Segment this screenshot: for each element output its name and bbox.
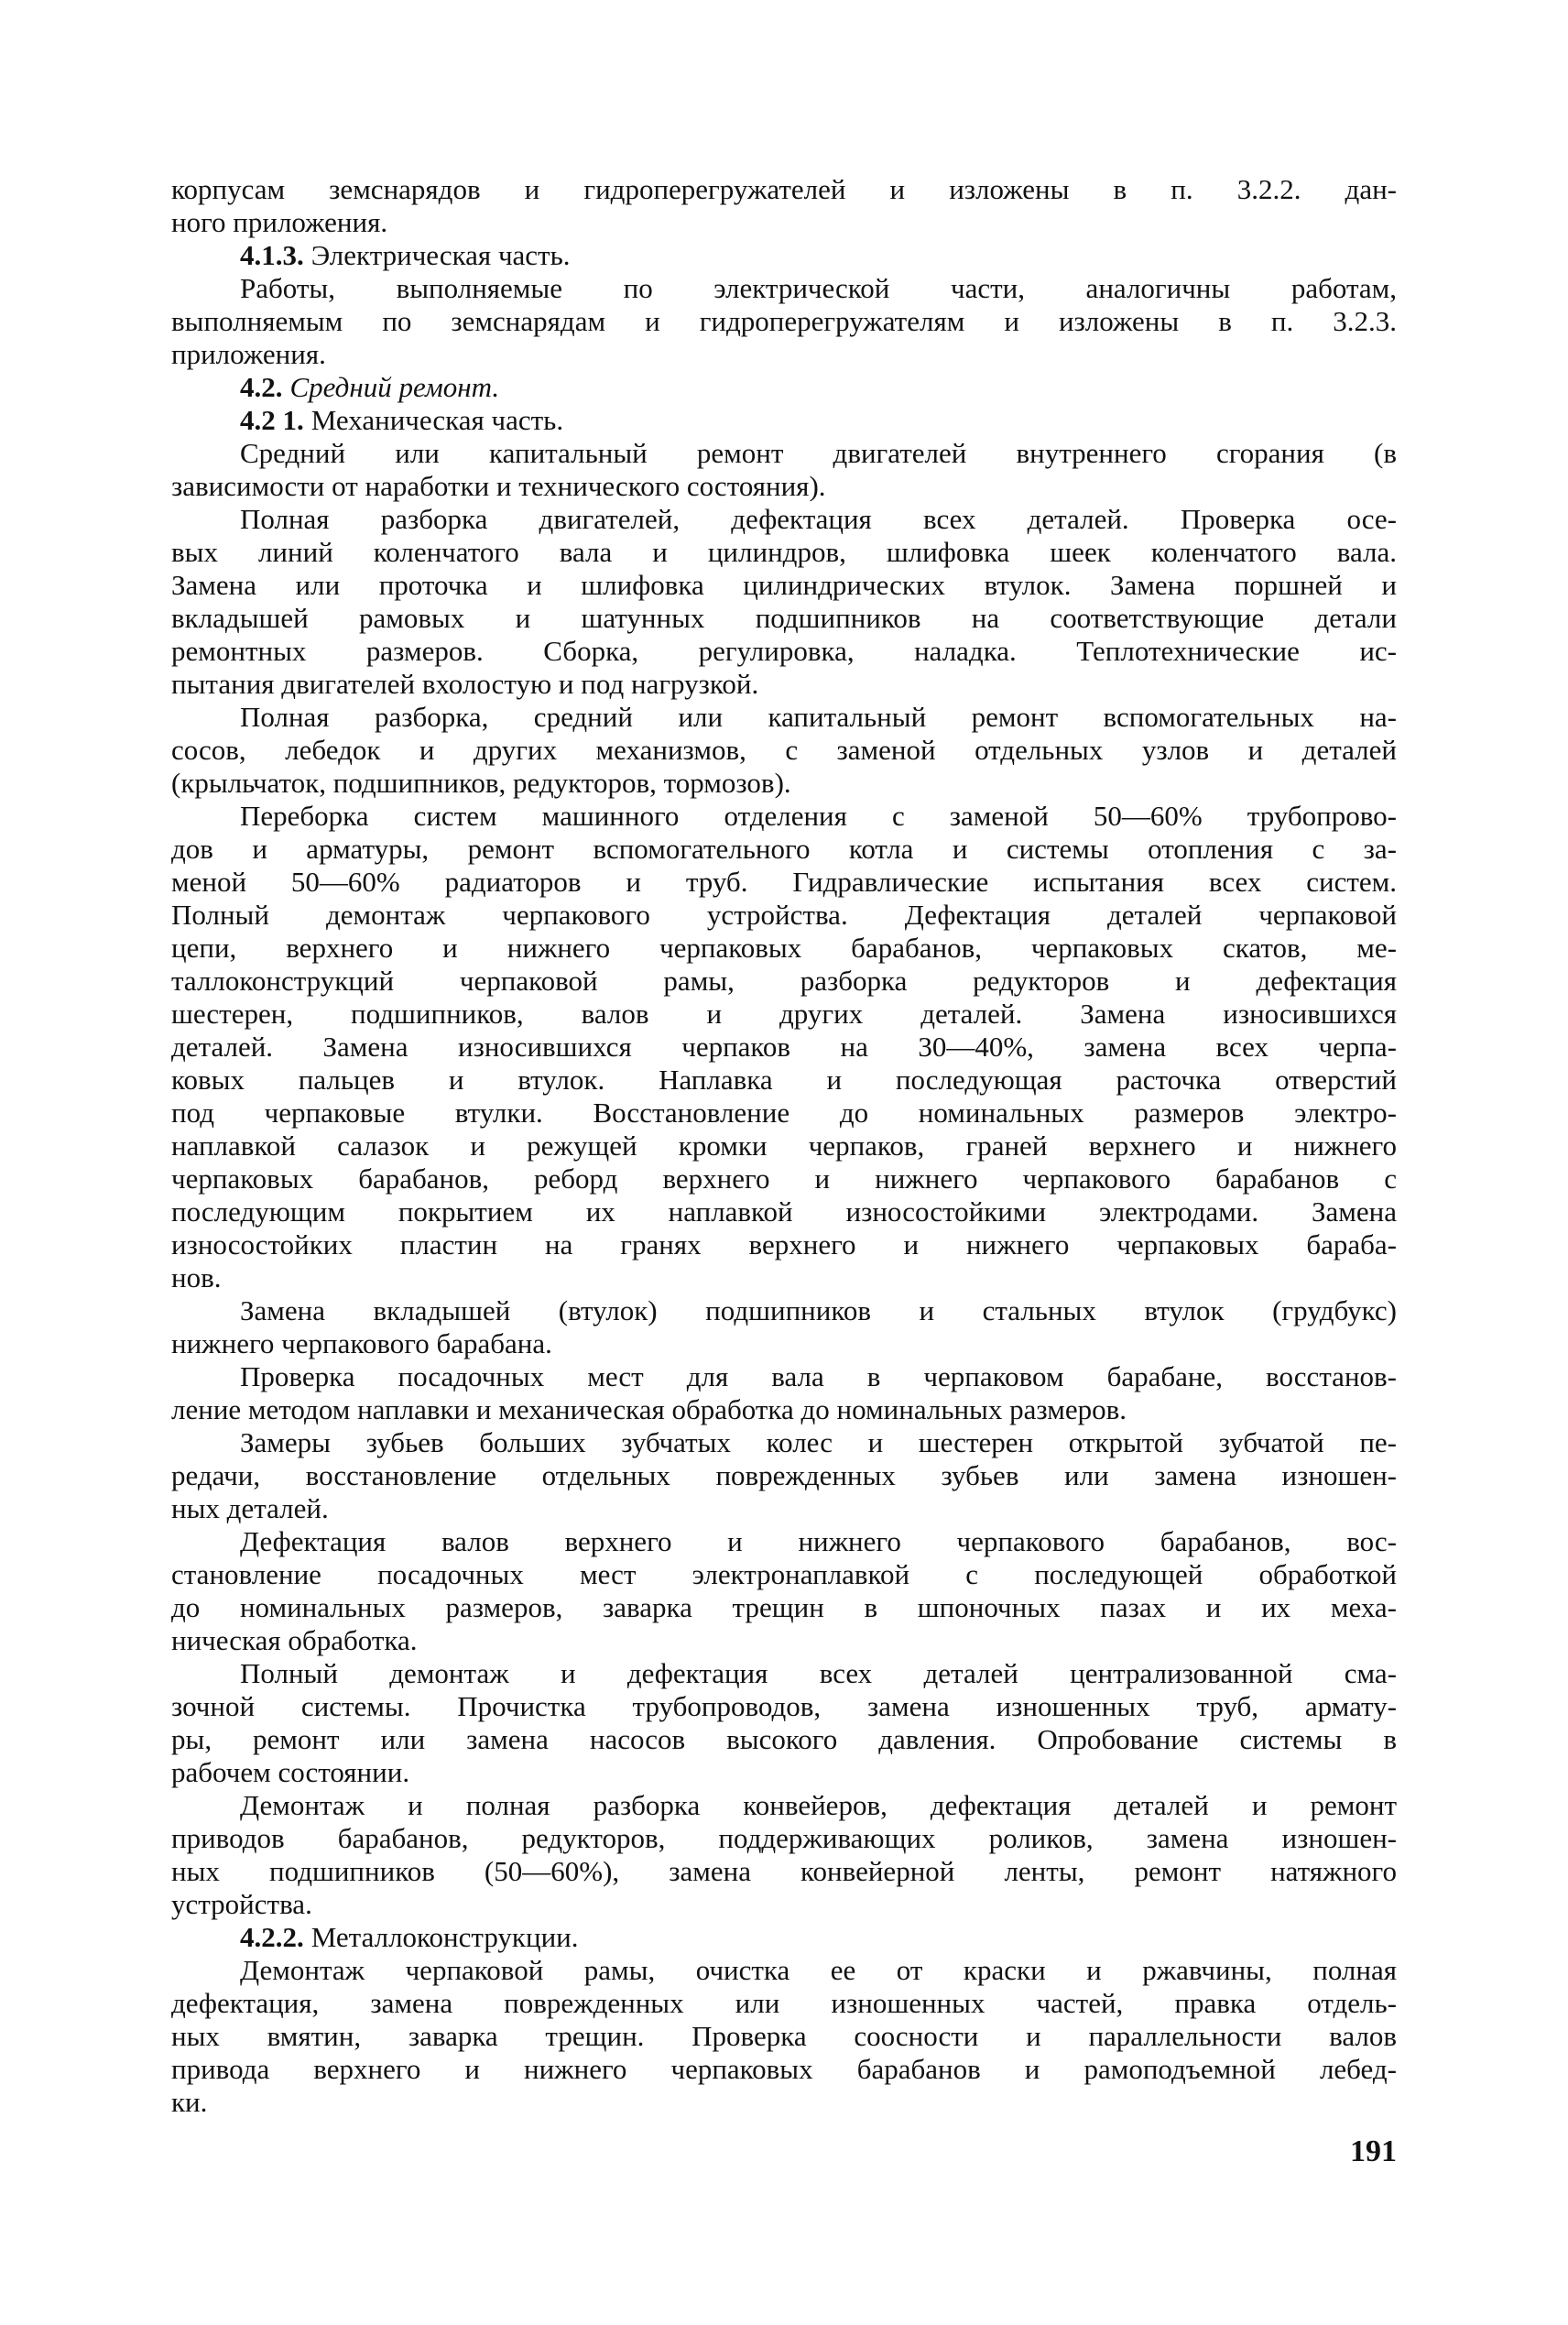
- paragraph: [171, 272, 1397, 371]
- text-line: ных подшипников (50—60%), замена конвейерной ленты, ремонт натяжного: [171, 1855, 1397, 1887]
- text-line: дов и арматуры, ремонт вспомогательного котла и системы отопления с за-: [171, 833, 1397, 865]
- text-line: Полный демонтаж и дефектация всех деталей централизованной сма-: [240, 1657, 1397, 1689]
- section-title: Металлоконструкции.: [310, 1921, 579, 1953]
- text-line: Замена вкладышей (втулок) подшипников и стальных втулок (грудбукс): [240, 1294, 1397, 1326]
- text-line: наплавкой салазок и режущей кромки черпаков, граней верхнего и нижнего: [171, 1130, 1397, 1162]
- paragraph: [171, 1657, 1397, 1789]
- text-line: приводов барабанов, редукторов, поддерживающих роликов, замена изношен-: [171, 1822, 1397, 1854]
- text-line: износостойких пластин на гранях верхнего и нижнего черпаковых бараба-: [171, 1228, 1397, 1261]
- text-line: ного приложения.: [171, 206, 388, 238]
- text-line: (крыльчаток, подшипников, редукторов, тормозов).: [171, 767, 791, 799]
- text-line: Демонтаж черпаковой рамы, очистка ее от краски и ржавчины, полная: [240, 1954, 1397, 1986]
- section-heading: [171, 404, 1397, 437]
- section-heading: [171, 371, 1397, 404]
- paragraph: [171, 1789, 1397, 1921]
- text-line: редачи, восстановление отдельных поврежденных зубьев или замена изношен-: [171, 1459, 1397, 1491]
- paragraph: [171, 1294, 1397, 1360]
- text-line: цепи, верхнего и нижнего черпаковых барабанов, черпаковых скатов, ме-: [171, 932, 1397, 964]
- text-line: под черпаковые втулки. Восстановление до номинальных размеров электро-: [171, 1097, 1397, 1129]
- text-line: до номинальных размеров, заварка трещин в шпоночных пазах и их меха-: [171, 1591, 1397, 1623]
- page-number: 191: [1350, 2134, 1397, 2168]
- text-line: Проверка посадочных мест для вала в черпаковом барабане, восстанов-: [240, 1360, 1397, 1392]
- text-line: ническая обработка.: [171, 1624, 418, 1656]
- section-heading: [171, 1921, 1397, 1954]
- text-line: Замеры зубьев больших зубчатых колес и шестерен открытой зубчатой пе-: [240, 1426, 1397, 1458]
- text-line: ление методом наплавки и механическая обработка до номинальных размеров.: [171, 1393, 1127, 1425]
- text-line: Средний или капитальный ремонт двигателей внутреннего сгорания (в: [240, 437, 1397, 469]
- text-line: ковых пальцев и втулок. Наплавка и последующая расточка отверстий: [171, 1064, 1397, 1096]
- text-line: черпаковых барабанов, реборд верхнего и нижнего черпакового барабанов с: [171, 1162, 1397, 1195]
- text-line: Переборка систем машинного отделения с заменой 50—60% трубопрово-: [240, 800, 1397, 832]
- text-line: нижнего черпакового барабана.: [171, 1327, 552, 1359]
- text-line: пытания двигателей вхолостую и под нагрузкой.: [171, 668, 759, 700]
- text-line: нов.: [171, 1261, 222, 1293]
- paragraph: [171, 1426, 1397, 1525]
- text-line: последующим покрытием их наплавкой износостойкими электродами. Замена: [171, 1195, 1397, 1228]
- text-line: корпусам земснарядов и гидроперегружателей и изложены в п. 3.2.2. дан-: [171, 173, 1397, 205]
- text-line: привода верхнего и нижнего черпаковых барабанов и рамоподъемной лебед-: [171, 2053, 1397, 2085]
- section-number: 4.1.3.: [240, 239, 304, 271]
- text-line: устройства.: [171, 1888, 312, 1920]
- text-line: вых линий коленчатого вала и цилиндров, шлифовка шеек коленчатого вала.: [171, 536, 1397, 568]
- text-line: дефектация, замена поврежденных или изношенных частей, правка отдель-: [171, 1987, 1397, 2019]
- text-line: выполняемым по земснарядам и гидроперегружателям и изложены в п. 3.2.3.: [171, 305, 1397, 337]
- page-body-text: [171, 173, 1397, 2119]
- paragraph: [171, 1525, 1397, 1657]
- paragraph: [171, 1954, 1397, 2119]
- section-title: Электрическая часть.: [310, 239, 571, 271]
- text-line: ных деталей.: [171, 1492, 329, 1524]
- text-line: рабочем состоянии.: [171, 1756, 410, 1788]
- paragraph: [171, 1360, 1397, 1426]
- text-line: деталей. Замена износившихся черпаков на 30—40%, замена всех черпа-: [171, 1031, 1397, 1063]
- paragraph: [171, 437, 1397, 503]
- section-title: Средний ремонт.: [289, 371, 500, 403]
- section-title: Механическая часть.: [310, 404, 564, 436]
- text-line: вкладышей рамовых и шатунных подшипников на соответствующие детали: [171, 602, 1397, 634]
- text-line: Демонтаж и полная разборка конвейеров, дефектация деталей и ремонт: [240, 1789, 1397, 1821]
- text-line: ры, ремонт или замена насосов высокого давления. Опробование системы в: [171, 1723, 1397, 1755]
- text-line: ных вмятин, заварка трещин. Проверка соосности и параллельности валов: [171, 2020, 1397, 2052]
- text-line: приложения.: [171, 338, 326, 370]
- text-line: ремонтных размеров. Сборка, регулировка, наладка. Теплотехнические ис-: [171, 635, 1397, 667]
- section-number: 4.2.: [240, 371, 283, 403]
- text-line: Полная разборка, средний или капитальный ремонт вспомогательных на-: [240, 701, 1397, 733]
- section-number: 4.2.2.: [240, 1921, 304, 1953]
- text-line: Дефектация валов верхнего и нижнего черпакового барабанов, вос-: [240, 1525, 1397, 1557]
- text-line: зочной системы. Прочистка трубопроводов, замена изношенных труб, армату-: [171, 1690, 1397, 1722]
- text-line: таллоконструкций черпаковой рамы, разборка редукторов и дефектация: [171, 965, 1397, 997]
- text-line: сосов, лебедок и других механизмов, с заменой отдельных узлов и деталей: [171, 734, 1397, 766]
- paragraph: [171, 173, 1397, 239]
- text-line: Полная разборка двигателей, дефектация всех деталей. Проверка осе-: [240, 503, 1397, 535]
- text-line: шестерен, подшипников, валов и других деталей. Замена износившихся: [171, 998, 1397, 1030]
- text-line: Работы, выполняемые по электрической части, аналогичны работам,: [240, 272, 1397, 304]
- text-line: становление посадочных мест электронаплавкой с последующей обработкой: [171, 1558, 1397, 1590]
- section-heading: [171, 239, 1397, 272]
- text-line: ки.: [171, 2086, 208, 2118]
- section-number: 4.2 1.: [240, 404, 304, 436]
- text-line: Полный демонтаж черпакового устройства. Дефектация деталей черпаковой: [171, 899, 1397, 931]
- text-line: меной 50—60% радиаторов и труб. Гидравлические испытания всех систем.: [171, 866, 1397, 898]
- text-line: Замена или проточка и шлифовка цилиндрических втулок. Замена поршней и: [171, 569, 1397, 601]
- text-line: зависимости от наработки и технического состояния).: [171, 470, 826, 502]
- paragraph: [171, 503, 1397, 701]
- paragraph: [171, 701, 1397, 800]
- paragraph: [171, 800, 1397, 1294]
